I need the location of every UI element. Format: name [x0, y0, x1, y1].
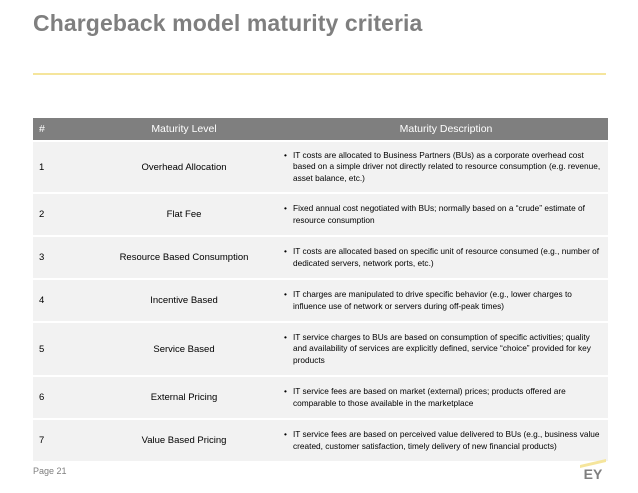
page-number: Page 21	[33, 466, 67, 476]
table-row	[33, 419, 608, 462]
row-description	[284, 193, 608, 236]
row-number: 5	[33, 322, 84, 376]
row-number: 1	[33, 141, 84, 193]
ey-logo	[578, 458, 608, 480]
row-description-text: IT service fees are based on market (external) prices; products offered are comparable to those available in the marketplace	[293, 386, 566, 408]
row-maturity-level: External Pricing	[84, 376, 284, 419]
row-description	[284, 279, 608, 322]
header-maturity-description: Maturity Description	[284, 118, 608, 141]
row-maturity-level: Overhead Allocation	[84, 141, 284, 193]
row-maturity-level: Service Based	[84, 322, 284, 376]
header-number: #	[33, 118, 84, 141]
row-number: 3	[33, 236, 84, 279]
row-number: 2	[33, 193, 84, 236]
row-number: 4	[33, 279, 84, 322]
bullet-icon: •	[284, 331, 287, 342]
header-maturity-level: Maturity Level	[84, 118, 284, 141]
row-description-text: IT service fees are based on perceived value delivered to BUs (e.g., business value created, customer satisfaction, timely delivery of new financial products)	[293, 429, 600, 451]
row-description	[284, 376, 608, 419]
row-maturity-level: Incentive Based	[84, 279, 284, 322]
table-row	[33, 193, 608, 236]
row-description	[284, 322, 608, 376]
row-maturity-level: Flat Fee	[84, 193, 284, 236]
bullet-icon: •	[284, 203, 287, 213]
row-maturity-level: Resource Based Consumption	[84, 236, 284, 279]
maturity-table	[33, 118, 608, 463]
row-number: 7	[33, 419, 84, 462]
row-description	[284, 419, 608, 462]
ey-logo-text: EY	[583, 466, 603, 480]
row-description-text: IT costs are allocated based on specific unit of resource consumed (e.g., number of dedicated servers, network ports, etc.)	[293, 246, 600, 268]
page-title: Chargeback model maturity criteria	[33, 10, 423, 36]
table-row	[33, 236, 608, 279]
bullet-icon: •	[284, 386, 287, 396]
table-header-row	[33, 118, 608, 141]
bullet-icon: •	[284, 149, 287, 160]
row-description-text: IT service charges to BUs are based on consumption of specific activities; quality and availability of services are explicitly defined, service “choice” provided for key products	[293, 331, 591, 365]
table-row	[33, 322, 608, 376]
row-number: 6	[33, 376, 84, 419]
table-row	[33, 141, 608, 193]
bullet-icon: •	[284, 246, 287, 256]
table-row	[33, 279, 608, 322]
row-description-text: IT costs are allocated to Business Partners (BUs) as a corporate overhead cost based on a simple driver not directly related to resource consumption (e.g. revenue, asset balance, etc.)	[293, 149, 601, 183]
title-divider	[33, 73, 606, 75]
bullet-icon: •	[284, 429, 287, 439]
row-description-text: Fixed annual cost negotiated with BUs; normally based on a “crude” estimate of resource consumption	[293, 203, 585, 225]
table-row	[33, 376, 608, 419]
row-description-text: IT charges are manipulated to drive specific behavior (e.g., lower charges to influence use of network or servers during off-peak times)	[293, 289, 572, 311]
row-description	[284, 141, 608, 193]
row-description	[284, 236, 608, 279]
row-maturity-level: Value Based Pricing	[84, 419, 284, 462]
bullet-icon: •	[284, 289, 287, 299]
